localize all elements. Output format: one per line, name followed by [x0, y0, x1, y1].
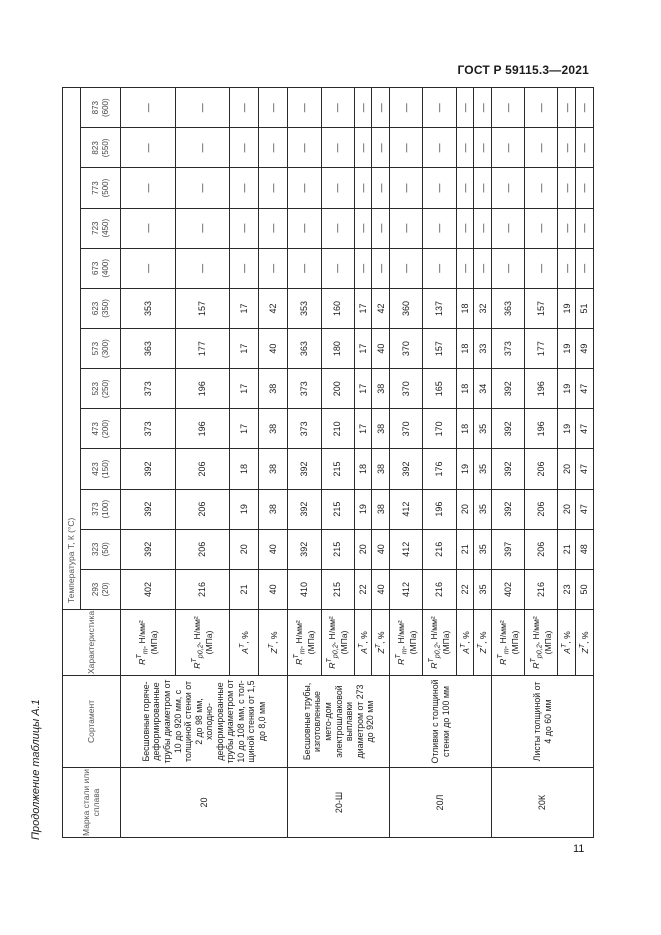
value-cell: 38 — [259, 449, 288, 489]
characteristic-cell: $R^T_{p0,2}$, Н/мм² (МПа) — [321, 610, 354, 676]
characteristic-cell: $R^T_{p0,2}$, Н/мм² (МПа) — [175, 610, 230, 676]
value-cell: 19 — [558, 329, 576, 369]
temperature-header-10: 773 (500) — [81, 168, 121, 208]
value-cell: 35 — [474, 489, 492, 529]
value-cell: 215 — [321, 449, 354, 489]
value-cell: 17 — [354, 329, 372, 369]
value-cell: 410 — [288, 569, 321, 609]
value-cell: 40 — [259, 529, 288, 569]
value-cell: — — [474, 168, 492, 208]
value-cell: 157 — [175, 288, 230, 328]
value-cell: — — [576, 248, 594, 288]
value-cell: — — [423, 248, 456, 288]
temperature-header-9: 723 (450) — [81, 208, 121, 248]
value-cell: — — [456, 208, 474, 248]
characteristic-cell: $R^T_m$, Н/мм² (МПа) — [492, 610, 525, 676]
value-cell: — — [230, 128, 259, 168]
value-cell: 19 — [558, 288, 576, 328]
value-cell: — — [390, 88, 423, 128]
value-cell: 216 — [525, 569, 558, 609]
value-cell: 19 — [558, 369, 576, 409]
value-cell: — — [423, 168, 456, 208]
value-cell: — — [321, 88, 354, 128]
value-cell: — — [175, 128, 230, 168]
value-cell: — — [474, 88, 492, 128]
value-cell: 40 — [259, 329, 288, 369]
value-cell: — — [288, 88, 321, 128]
header-assortment: Сортамент — [63, 676, 121, 768]
characteristic-cell: $R^T_{p0,2}$, Н/мм² (МПа) — [423, 610, 456, 676]
value-cell: 18 — [456, 329, 474, 369]
value-cell: 20 — [558, 449, 576, 489]
value-cell: 170 — [423, 409, 456, 449]
value-cell: — — [288, 168, 321, 208]
value-cell: 206 — [525, 529, 558, 569]
value-cell: — — [492, 248, 525, 288]
value-cell: 200 — [321, 369, 354, 409]
value-cell: 215 — [321, 489, 354, 529]
value-cell: — — [230, 208, 259, 248]
value-cell: 18 — [456, 369, 474, 409]
value-cell: 373 — [288, 369, 321, 409]
value-cell: 216 — [423, 569, 456, 609]
value-cell: 38 — [259, 369, 288, 409]
value-cell: — — [474, 208, 492, 248]
page-number: 11 — [573, 843, 585, 855]
characteristic-cell: $Z^T$, % — [576, 610, 594, 676]
value-cell: — — [525, 168, 558, 208]
value-cell: — — [121, 248, 176, 288]
temperature-header-7: 623 (350) — [81, 288, 121, 328]
value-cell: 392 — [492, 489, 525, 529]
value-cell: — — [558, 88, 576, 128]
value-cell: 38 — [372, 489, 390, 529]
value-cell: 215 — [321, 569, 354, 609]
value-cell: 50 — [576, 569, 594, 609]
table-row — [492, 88, 525, 838]
value-cell: 196 — [175, 369, 230, 409]
value-cell: 17 — [354, 288, 372, 328]
value-cell: 40 — [259, 569, 288, 609]
value-cell: 215 — [321, 529, 354, 569]
value-cell: — — [390, 168, 423, 208]
value-cell: — — [175, 88, 230, 128]
value-cell: 18 — [456, 409, 474, 449]
value-cell: — — [354, 128, 372, 168]
value-cell: — — [121, 128, 176, 168]
value-cell: — — [230, 168, 259, 208]
value-cell: — — [372, 208, 390, 248]
value-cell: 157 — [525, 288, 558, 328]
value-cell: — — [558, 168, 576, 208]
value-cell: — — [456, 88, 474, 128]
value-cell: 206 — [525, 489, 558, 529]
temperature-header-2: 373 (100) — [81, 489, 121, 529]
characteristic-cell: $R^T_m$, Н/мм² (МПа) — [121, 610, 176, 676]
characteristic-cell: $A^T$, % — [558, 610, 576, 676]
value-cell: 17 — [354, 369, 372, 409]
value-cell: — — [372, 88, 390, 128]
value-cell: — — [390, 208, 423, 248]
value-cell: — — [288, 208, 321, 248]
table-row — [288, 88, 321, 838]
value-cell: 38 — [372, 409, 390, 449]
value-cell: 42 — [372, 288, 390, 328]
value-cell: — — [492, 88, 525, 128]
value-cell: 40 — [372, 529, 390, 569]
temperature-header-6: 573 (300) — [81, 329, 121, 369]
value-cell: 35 — [474, 449, 492, 489]
value-cell: 397 — [492, 529, 525, 569]
temperature-header-8: 673 (400) — [81, 248, 121, 288]
value-cell: 47 — [576, 409, 594, 449]
characteristic-cell: $R^T_m$, Н/мм² (МПа) — [390, 610, 423, 676]
grade-cell: 20Л — [390, 768, 492, 838]
table-continuation-caption: Продолжение таблицы А.1 — [30, 699, 42, 840]
value-cell: 392 — [492, 409, 525, 449]
value-cell: 23 — [558, 569, 576, 609]
temperature-header-12: 873 (600) — [81, 88, 121, 128]
value-cell: 412 — [390, 529, 423, 569]
value-cell: — — [558, 248, 576, 288]
value-cell: — — [321, 208, 354, 248]
value-cell: — — [492, 208, 525, 248]
value-cell: 47 — [576, 369, 594, 409]
value-cell: 17 — [230, 329, 259, 369]
value-cell: 392 — [390, 449, 423, 489]
value-cell: 196 — [525, 369, 558, 409]
value-cell: — — [288, 248, 321, 288]
value-cell: 49 — [576, 329, 594, 369]
value-cell: — — [121, 88, 176, 128]
value-cell: 21 — [456, 529, 474, 569]
value-cell: 363 — [492, 288, 525, 328]
value-cell: — — [354, 208, 372, 248]
value-cell: 210 — [321, 409, 354, 449]
temperature-header-5: 523 (250) — [81, 369, 121, 409]
characteristic-cell: $Z^T$, % — [259, 610, 288, 676]
value-cell: 373 — [121, 369, 176, 409]
value-cell: — — [259, 128, 288, 168]
value-cell: — — [321, 248, 354, 288]
value-cell: 360 — [390, 288, 423, 328]
value-cell: — — [259, 88, 288, 128]
characteristic-cell: $A^T$, % — [456, 610, 474, 676]
value-cell: 51 — [576, 288, 594, 328]
value-cell: 353 — [121, 288, 176, 328]
value-cell: 19 — [456, 449, 474, 489]
value-cell: 373 — [492, 329, 525, 369]
value-cell: 392 — [288, 529, 321, 569]
value-cell: — — [175, 248, 230, 288]
value-cell: 196 — [423, 489, 456, 529]
value-cell: 38 — [259, 409, 288, 449]
value-cell: — — [525, 208, 558, 248]
value-cell: 17 — [230, 409, 259, 449]
value-cell: — — [525, 128, 558, 168]
characteristic-cell: $A^T$, % — [230, 610, 259, 676]
value-cell: 47 — [576, 449, 594, 489]
value-cell: 370 — [390, 369, 423, 409]
value-cell: — — [372, 168, 390, 208]
value-cell: 402 — [492, 569, 525, 609]
value-cell: — — [175, 168, 230, 208]
value-cell: 370 — [390, 409, 423, 449]
value-cell: 137 — [423, 288, 456, 328]
value-cell: — — [354, 168, 372, 208]
value-cell: 402 — [121, 569, 176, 609]
value-cell: — — [576, 128, 594, 168]
properties-table — [62, 87, 594, 838]
value-cell: 370 — [390, 329, 423, 369]
characteristic-cell: $R^T_m$, Н/мм² (МПа) — [288, 610, 321, 676]
value-cell: 206 — [175, 529, 230, 569]
value-cell: 35 — [474, 569, 492, 609]
value-cell: — — [390, 128, 423, 168]
value-cell: 21 — [558, 529, 576, 569]
value-cell: — — [456, 248, 474, 288]
value-cell: 17 — [354, 409, 372, 449]
temperature-header-4: 473 (200) — [81, 409, 121, 449]
document-header: ГОСТ Р 59115.3—2021 — [457, 63, 589, 77]
assortment-cell: Бесшовные трубы, изготовленные мето-дом электрошлаковой выплавки диаметром от 273 до 920 мм — [288, 676, 390, 768]
table-row — [121, 88, 176, 838]
characteristic-cell: $Z^T$, % — [474, 610, 492, 676]
value-cell: 19 — [558, 409, 576, 449]
value-cell: 196 — [525, 409, 558, 449]
value-cell: — — [576, 208, 594, 248]
value-cell: — — [259, 168, 288, 208]
value-cell: 18 — [230, 449, 259, 489]
value-cell: 363 — [288, 329, 321, 369]
value-cell: 392 — [121, 449, 176, 489]
value-cell: — — [372, 128, 390, 168]
header-temperature: Температура T, К (°С) — [63, 88, 81, 610]
value-cell: 157 — [423, 329, 456, 369]
grade-cell: 20 — [121, 768, 288, 838]
value-cell: 21 — [230, 569, 259, 609]
value-cell: 20 — [354, 529, 372, 569]
value-cell: 40 — [372, 329, 390, 369]
value-cell: 196 — [175, 409, 230, 449]
value-cell: — — [456, 128, 474, 168]
value-cell: — — [423, 128, 456, 168]
value-cell: 18 — [354, 449, 372, 489]
value-cell: — — [492, 168, 525, 208]
value-cell: 42 — [259, 288, 288, 328]
header-grade: Марка стали или сплава — [63, 768, 121, 838]
value-cell: — — [456, 168, 474, 208]
characteristic-cell: $Z^T$, % — [372, 610, 390, 676]
value-cell: — — [372, 248, 390, 288]
value-cell: 392 — [288, 489, 321, 529]
value-cell: 47 — [576, 489, 594, 529]
value-cell: — — [492, 128, 525, 168]
value-cell: 206 — [175, 449, 230, 489]
value-cell: 20 — [230, 529, 259, 569]
value-cell: 19 — [354, 489, 372, 529]
value-cell: 17 — [230, 369, 259, 409]
value-cell: — — [576, 88, 594, 128]
value-cell: 22 — [354, 569, 372, 609]
value-cell: 35 — [474, 409, 492, 449]
assortment-cell: Листы толщиной от 4 до 60 мм — [492, 676, 594, 768]
assortment-cell: Бесшовные горяче-деформированные трубы диаметром от 10 до 920 мм, с толщиной стенки от 2 до 98 мм, холодно-деформированные трубы диаметром от 10 до 108 мм, с тол-щиной стенки от 1,5 до 8,0 мм — [121, 676, 288, 768]
characteristic-cell: $A^T$, % — [354, 610, 372, 676]
assortment-cell: Отливки с толщиной стенки до 100 мм — [390, 676, 492, 768]
value-cell: — — [354, 248, 372, 288]
value-cell: 48 — [576, 529, 594, 569]
value-cell: 176 — [423, 449, 456, 489]
value-cell: 392 — [121, 529, 176, 569]
value-cell: — — [390, 248, 423, 288]
rotated-table-wrapper — [62, 88, 594, 838]
value-cell: 35 — [474, 529, 492, 569]
value-cell: 165 — [423, 369, 456, 409]
value-cell: 20 — [456, 489, 474, 529]
value-cell: 17 — [230, 288, 259, 328]
value-cell: 22 — [456, 569, 474, 609]
grade-cell: 20-Ш — [288, 768, 390, 838]
value-cell: — — [230, 88, 259, 128]
value-cell: — — [321, 168, 354, 208]
temperature-header-0: 293 (20) — [81, 569, 121, 609]
grade-cell: 20К — [492, 768, 594, 838]
value-cell: 373 — [288, 409, 321, 449]
value-cell: 177 — [175, 329, 230, 369]
value-cell: — — [576, 168, 594, 208]
value-cell: 38 — [372, 449, 390, 489]
value-cell: 160 — [321, 288, 354, 328]
value-cell: — — [423, 208, 456, 248]
value-cell: — — [321, 128, 354, 168]
value-cell: 33 — [474, 329, 492, 369]
value-cell: 392 — [492, 449, 525, 489]
value-cell: — — [121, 208, 176, 248]
value-cell: 18 — [456, 288, 474, 328]
value-cell: 206 — [525, 449, 558, 489]
value-cell: — — [175, 208, 230, 248]
value-cell: — — [288, 128, 321, 168]
value-cell: 20 — [558, 489, 576, 529]
characteristic-cell: $R^T_{p0,2}$, Н/мм² (МПа) — [525, 610, 558, 676]
value-cell: 19 — [230, 489, 259, 529]
value-cell: 392 — [492, 369, 525, 409]
value-cell: 216 — [423, 529, 456, 569]
value-cell: — — [525, 248, 558, 288]
temperature-header-1: 323 (50) — [81, 529, 121, 569]
value-cell: 412 — [390, 569, 423, 609]
value-cell: — — [121, 168, 176, 208]
table-row — [390, 88, 423, 838]
value-cell: — — [474, 128, 492, 168]
value-cell: — — [525, 88, 558, 128]
value-cell: 40 — [372, 569, 390, 609]
value-cell: 32 — [474, 288, 492, 328]
temperature-header-11: 823 (550) — [81, 128, 121, 168]
temperature-header-3: 423 (150) — [81, 449, 121, 489]
value-cell: — — [558, 208, 576, 248]
value-cell: 353 — [288, 288, 321, 328]
value-cell: 38 — [372, 369, 390, 409]
value-cell: 177 — [525, 329, 558, 369]
header-characteristic: Характеристика — [63, 610, 121, 676]
value-cell: 392 — [288, 449, 321, 489]
value-cell: — — [259, 208, 288, 248]
value-cell: — — [423, 88, 456, 128]
value-cell: — — [259, 248, 288, 288]
value-cell: 206 — [175, 489, 230, 529]
value-cell: 373 — [121, 409, 176, 449]
value-cell: — — [354, 88, 372, 128]
value-cell: 34 — [474, 369, 492, 409]
value-cell: 412 — [390, 489, 423, 529]
value-cell: — — [474, 248, 492, 288]
value-cell: 38 — [259, 489, 288, 529]
value-cell: — — [558, 128, 576, 168]
value-cell: — — [230, 248, 259, 288]
value-cell: 363 — [121, 329, 176, 369]
value-cell: 392 — [121, 489, 176, 529]
value-cell: 180 — [321, 329, 354, 369]
value-cell: 216 — [175, 569, 230, 609]
